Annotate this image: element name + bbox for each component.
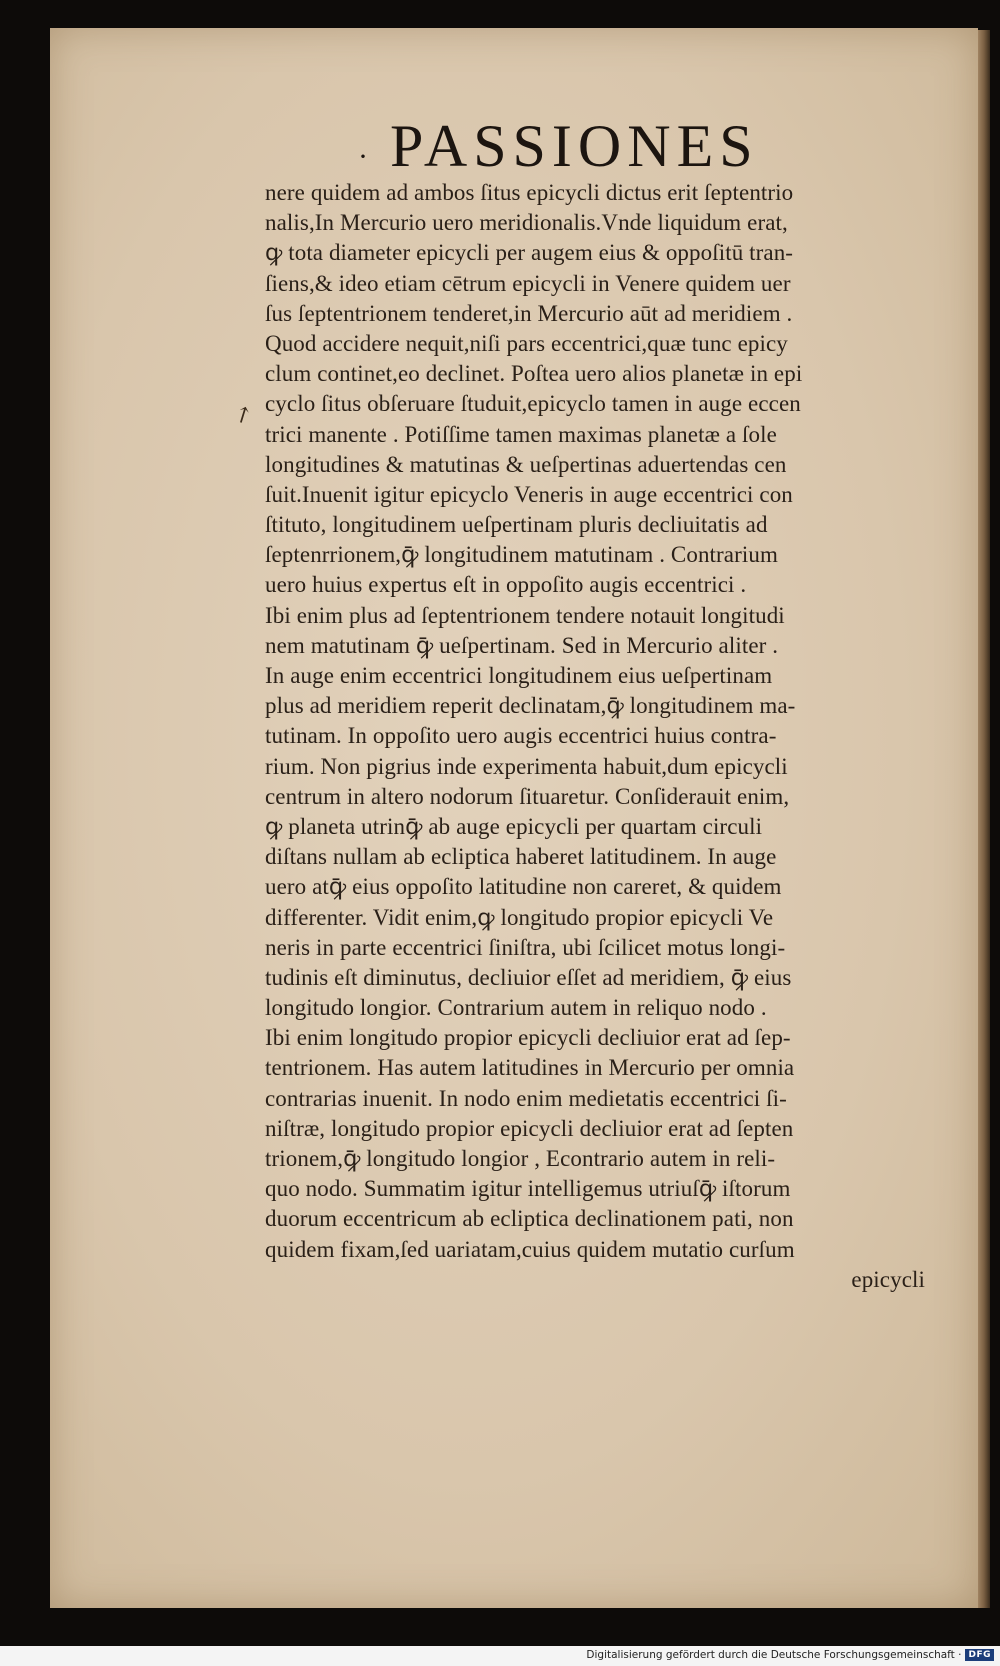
text-line: duorum eccentricum ab ecliptica declinationem pati, non <box>265 1206 794 1232</box>
text-line: differenter. Vidit enim,ꝙ longitudo propior epicycli Ve <box>265 904 774 930</box>
text-line: tudinis eſt diminutus, decliuior eſſet ad meridiem, ꝙ̄ eius <box>265 964 792 990</box>
running-head: PASSIONES <box>390 113 759 179</box>
text-line: niſtræ, longitudo propior epicycli decliuior erat ad ſepten <box>265 1115 794 1141</box>
text-line: uero atꝙ̄ eius oppoſito latitudine non careret, & quidem <box>265 874 782 900</box>
text-line: trionem,ꝙ̄ longitudo longior , Econtrario autem in reli- <box>265 1146 776 1171</box>
funding-credit-text: Digitalisierung gefördert durch die Deutsche Forschungsgemeinschaft · <box>586 1649 962 1661</box>
dfg-logo: DFG <box>965 1649 994 1661</box>
text-line: trici manente . Potiſſime tamen maximas planetæ a ſole <box>265 421 777 447</box>
text-line: uero huius expertus eſt in oppoſito augis eccentrici . <box>265 572 747 598</box>
text-line: ſus ſeptentrionem tenderet,in Mercurio aūt ad meridiem . <box>265 300 793 326</box>
text-line: ſiens,& ideo etiam cētrum epicycli in Venere quidem uer <box>265 270 791 296</box>
funding-credit <box>586 1649 994 1661</box>
text-line: contrarias inuenit. In nodo enim medietatis eccentrici ſi- <box>265 1085 787 1111</box>
text-line: rium. Non pigrius inde experimenta habuit,dum epicycli <box>265 753 788 779</box>
text-line: clum continet,eo declinet. Poſtea uero alios planetæ in epi <box>265 361 803 387</box>
page-edge <box>978 30 990 1608</box>
text-line: ſuit.Inuenit igitur epicyclo Veneris in auge eccentrici con <box>265 481 793 507</box>
catchword: epicycli <box>851 1266 925 1292</box>
text-line: tutinam. In oppoſito uero augis eccentrici huius contra- <box>265 723 777 749</box>
text-line: ſeptenrrionem,ꝙ̄ longitudinem matutinam . Contrarium <box>265 542 778 568</box>
text-line: neris in parte eccentrici ſiniſtra, ubi ſcilicet motus longi- <box>265 934 786 960</box>
text-line: nere quidem ad ambos ſitus epicycli dictus erit ſeptentrio <box>265 180 794 205</box>
body-text <box>265 178 927 1295</box>
text-line: Ibi enim longitudo propior epicycli decliuior erat ad ſep- <box>265 1025 791 1051</box>
text-line: Ibi enim plus ad ſeptentrionem tendere notauit longitudi <box>265 602 785 628</box>
text-line: diſtans nullam ab ecliptica haberet latitudinem. In auge <box>265 844 777 870</box>
ornament-dot: · <box>358 140 368 173</box>
text-line: centrum in altero nodorum ſituaretur. Conſiderauit enim, <box>265 783 790 809</box>
text-line: nalis,In Mercurio uero meridionalis.Vnde liquidum erat, <box>265 210 788 236</box>
text-line: plus ad meridiem reperit declinatam,ꝙ̄ longitudinem ma- <box>265 693 796 719</box>
text-line: tentrionem. Has autem latitudines in Mercurio per omnia <box>265 1055 795 1081</box>
text-line: In auge enim eccentrici longitudinem eius ueſpertinam <box>265 663 773 688</box>
margin-mark-icon: ↗ <box>228 399 257 430</box>
text-line: ſtituto, longitudinem ueſpertinam pluris decliuitatis ad <box>265 512 768 538</box>
text-line: cyclo ſitus obſeruare ſtuduit,epicyclo tamen in auge eccen <box>265 391 801 417</box>
text-line: nem matutinam ꝙ̄ ueſpertinam. Sed in Mercurio aliter . <box>265 632 779 658</box>
text-line: quo nodo. Summatim igitur intelligemus utriuſꝙ̄ iſtorum <box>265 1176 791 1202</box>
text-line: Quod accidere nequit,niſi pars eccentrici,quæ tunc epicy <box>265 330 788 356</box>
text-line: ꝙ tota diameter epicycli per augem eius & oppoſitū tran- <box>265 240 794 266</box>
text-line: longitudo longior. Contrarium autem in reliquo nodo . <box>265 995 767 1021</box>
text-line: longitudines & matutinas & ueſpertinas aduertendas cen <box>265 451 787 477</box>
text-line: quidem fixam,ſed uariatam,cuius quidem mutatio curſum <box>265 1236 795 1262</box>
text-line: ꝙ planeta utrinꝙ̄ ab auge epicycli per quartam circuli <box>265 813 763 839</box>
